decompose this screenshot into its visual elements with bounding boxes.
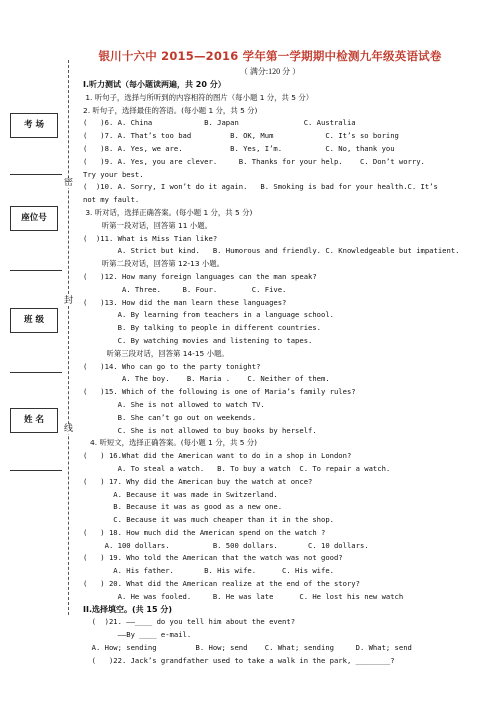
exam-room-label: 考 场 <box>10 113 58 138</box>
question-line: A. 100 dollars. B. 500 dollars. C. 10 dollars. <box>83 540 369 550</box>
question-line: ( )22. Jack’s grandfather used to take a walk in the park, ________? <box>83 655 395 665</box>
question-line: ( ) 19. Who told the American that the watch was not good? <box>83 553 343 563</box>
question-line: A. She is not allowed to watch TV. <box>83 399 265 409</box>
name-label: 姓 名 <box>10 408 58 433</box>
instruction-line: 听第二段对话，回答第 12-13 小题。 <box>83 259 225 269</box>
question-line: ( )15. Which of the following is one of Maria’s family rules? <box>83 387 356 397</box>
question-line: B. She can’t go out on weekends. <box>83 412 257 422</box>
instruction-line: 听第三段对话，回答第 14-15 小题。 <box>83 348 229 358</box>
question-line: A. To steal a watch. B. To buy a watch C. To repair a watch. <box>83 463 391 473</box>
question-line: A. Strict but kind. B. Humorous and friendly. C. Knowledgeable but impatient. <box>83 246 460 256</box>
seat-number-label: 座位号 <box>10 206 58 231</box>
question-line: ( )7. A. That’s too bad B. OK, Mum C. It’s so boring <box>83 131 399 141</box>
question-line: B. By talking to people in different countries. <box>83 323 321 333</box>
question-line: ( )10. A. Sorry, I won’t do it again. B. Smoking is bad for your health.C. It’s <box>83 182 438 192</box>
exam-room-underline <box>10 174 62 175</box>
question-line: ( )13. How did the man learn these languages? <box>83 297 287 307</box>
full-score: （ 满分:120 分 ） <box>239 67 301 76</box>
seal-char-xian: 线 <box>64 424 74 434</box>
question-line: B. Because it was as good as a new one. <box>83 502 283 512</box>
instruction-line: 1. 听句子，选择与所听到的内容相符的图片（每小题 1 分，共 5 分） <box>83 92 314 102</box>
seal-char-feng: 封 <box>64 296 74 306</box>
question-line: ( )6. A. China B. Japan C. Australia <box>83 118 356 128</box>
question-line: A. Three. B. Four. C. Five. <box>83 284 287 294</box>
question-line: A. By learning from teachers in a language school. <box>83 310 334 320</box>
question-line: A. He was fooled. B. He was late C. He lost his new watch <box>83 591 404 601</box>
class-label: 班 级 <box>10 308 58 333</box>
question-line: A. His father. B. His wife. C. His wife. <box>83 566 334 576</box>
question-line: ( )9. A. Yes, you are clever. B. Thanks for your help. C. Don’t worry. <box>83 156 425 166</box>
section-heading: II.选择填空。(共 15 分) <box>83 604 173 614</box>
section-heading: I.听力测试（每小题读两遍，共 20 分） <box>83 80 226 89</box>
question-line: ( )12. How many foreign languages can the man speak? <box>83 271 317 281</box>
question-line: ( ) 18. How much did the American spend on the watch ? <box>83 527 326 537</box>
question-line: C. She is not allowed to buy books by herself. <box>83 425 317 435</box>
question-line: ( ) 16.What did the American want to do in a shop in London? <box>83 451 352 461</box>
instruction-line: 4. 听短文，选择正确答案。(每小题 1 分，共 5 分) <box>83 438 258 448</box>
question-line: ——By ____ e-mail. <box>83 630 192 640</box>
exam-content <box>83 79 493 668</box>
instruction-line: 3. 听对话，选择正确答案。(每小题 1 分，共 5 分) <box>83 207 253 217</box>
name-underline <box>10 470 62 471</box>
question-line: not my fault. <box>83 195 140 205</box>
question-line: Try your best. <box>83 169 144 179</box>
question-line: A. Because it was made in Switzerland. <box>83 489 278 499</box>
class-underline <box>10 372 62 373</box>
question-line: ( )8. A. Yes, we are. B. Yes, I’m. C. No, thank you <box>83 143 395 153</box>
question-line: C. Because it was much cheaper than it in the shop. <box>83 515 334 525</box>
question-line: A. How; sending B. How; send C. What; sending D. What; send <box>83 643 412 653</box>
question-line: ( ) 17. Why did the American buy the watch at once? <box>83 476 313 486</box>
question-line: ( )21. ——____ do you tell him about the event? <box>83 617 296 627</box>
seal-char-mi: 密 <box>64 178 74 188</box>
seal-dashed-line <box>68 60 69 615</box>
instruction-line: 听第一段对话，回答第 11 小题。 <box>83 220 212 230</box>
question-line: ( )11. What is Miss Tian like? <box>83 233 218 243</box>
exam-title: 银川十六中 2015—2016 学年第一学期期中检测九年级英语试卷 <box>98 49 442 63</box>
seat-number-underline <box>10 270 62 271</box>
question-line: A. The boy. B. Maria . C. Neither of them. <box>83 374 330 384</box>
question-line: C. By watching movies and listening to tapes. <box>83 335 313 345</box>
question-line: ( ) 20. What did the American realize at the end of the story? <box>83 579 360 589</box>
question-line: ( )14. Who can go to the party tonight? <box>83 361 261 371</box>
instruction-line: 2. 听句子，选择最佳的答语。(每小题 1 分，共 5 分) <box>83 105 258 115</box>
